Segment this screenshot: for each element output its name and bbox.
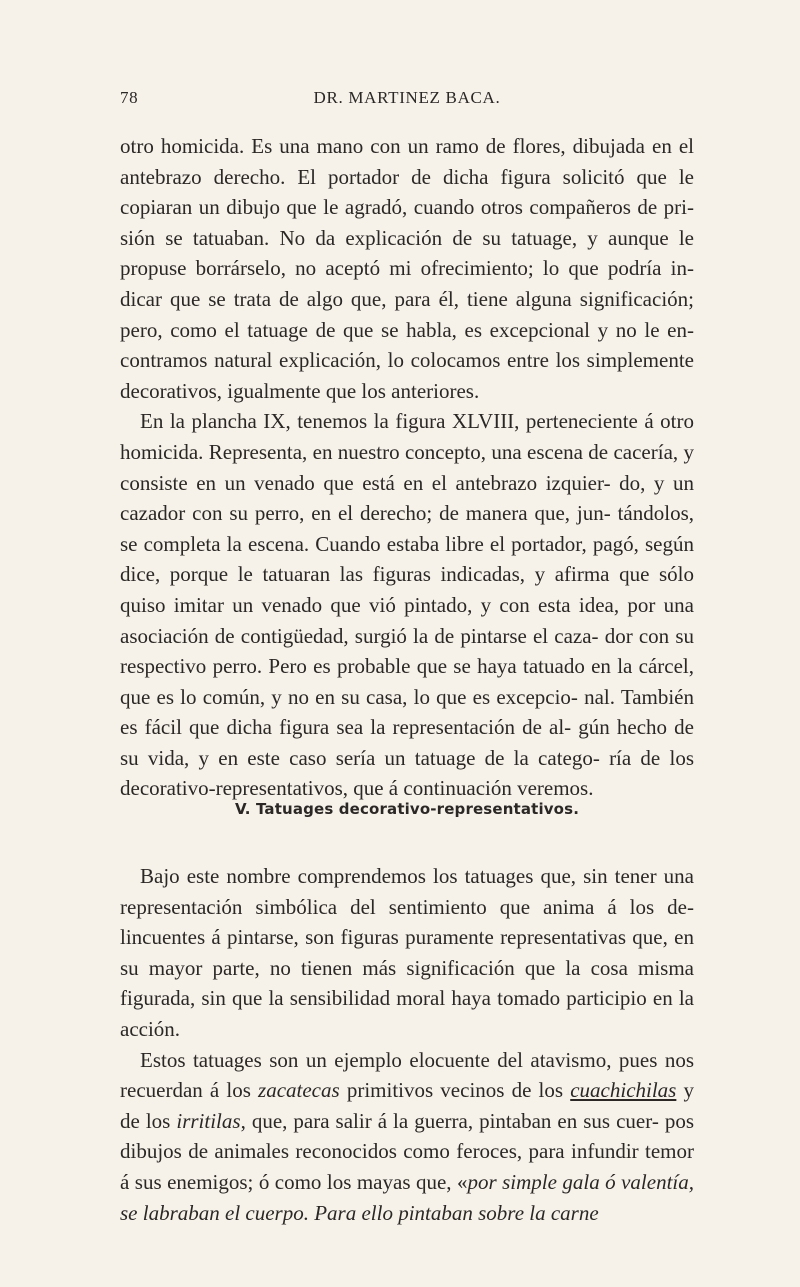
italic-quote: por simple gala ó valentía, se labraban el cuerpo. Para ello pintaban sobre la carne <box>120 1169 694 1225</box>
paragraph-1: otro homicida. Es una mano con un ramo de flores, dibujada en el antebrazo derecho. El portador de dicha figura solicitó que le copiaran un dibujo que le agradó, cuando otros compañeros de pri- sión se tatuaban. No da explicación de su tatuage, y aunque le propuse borrárselo, no aceptó mi ofrecimiento; lo que podría in- dicar que se trata de algo que, para él, tiene alguna significación; pero, como el tatuage de que se habla, es excepcional y no le en- contramos natural explicación, lo colocamos entre los simplemente decorativos, igualmente que los anteriores. <box>120 134 694 403</box>
italic-irritilas: irritilas <box>176 1108 241 1133</box>
paragraph-4-text-1: Estos tatuages son un ejemplo elocuente del atavismo, pues nos recuerdan á los <box>120 1047 694 1103</box>
paragraph-4 <box>120 1045 694 1229</box>
running-title: DR. MARTINEZ BACA. <box>313 88 501 107</box>
paragraph-3: Bajo este nombre comprendemos los tatuages que, sin tener una representación simbólica del sentimiento que anima á los de- lincuentes á pintarse, son figuras puramente representativas que, en su mayor parte, no tienen más significación que la cosa misma figurada, sin que la sensibilidad moral haya tomado participio en la acción. <box>120 864 694 1041</box>
paragraph-4-text-2: primitivos vecinos de los <box>339 1078 571 1103</box>
italic-zacatecas: zacatecas <box>258 1078 340 1103</box>
section-heading: V. Tatuages decorativo-representativos. <box>234 800 580 818</box>
paragraph-4-text-3: y de los <box>120 1078 694 1133</box>
text-block-top <box>120 131 694 804</box>
paragraph-4-text-4: , que, para salir á la guerra, pintaban en sus cuer- pos dibujos de animales reconocidos como feroces, para infundir temor á sus enemigos; ó como los mayas que, « <box>120 1108 695 1194</box>
text-block-bottom <box>120 861 694 1228</box>
italic-cuachichilas: cuachichilas <box>570 1078 677 1103</box>
running-head <box>120 88 694 112</box>
page-number: 78 <box>120 88 139 107</box>
paragraph-2: En la plancha IX, tenemos la figura XLVIII, perteneciente á otro homicida. Representa, en nuestro concepto, una escena de cacería, y consiste en un venado que está en el antebrazo izquier- do, y un cazador con su perro, en el derecho; de manera que, jun- tándolos, se completa la escena. Cuando estaba libre el portador, pagó, según dice, porque le tatuaran las figuras indicadas, y afirma que sólo quiso imitar un venado que vió pintado, y con esta idea, por una asociación de contigüedad, surgió la de pintarse el caza- dor con su respectivo perro. Pero es probable que se haya tatuado en la cárcel, que es lo común, y no en su casa, lo que es excepcio- nal. También es fácil que dicha figura sea la representación de al- gún hecho de su vida, y en este caso sería un tatuage de la catego- ría de los decorativo-representativos, que á continuación veremos. <box>120 409 694 801</box>
